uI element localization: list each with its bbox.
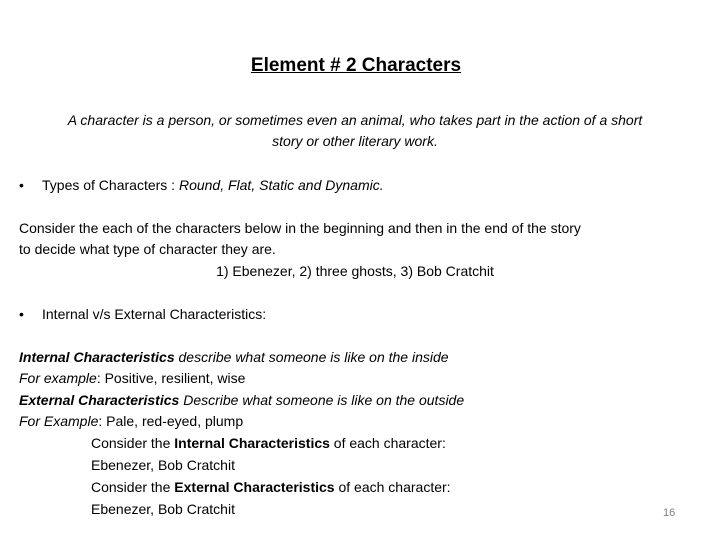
- task2-prefix: Consider the: [91, 479, 175, 495]
- slide-title: Element # 2 Characters: [250, 55, 462, 76]
- internal-example-value: : Positive, resilient, wise: [96, 370, 246, 386]
- task2-suffix: of each character:: [334, 479, 451, 495]
- internal-desc: describe what someone is like on the inside: [174, 349, 449, 365]
- internal-example: [19, 370, 245, 386]
- types-value: Round, Flat, Static and Dynamic.: [178, 177, 384, 193]
- task1-suffix: of each character:: [329, 435, 446, 451]
- internal-example-label: For example: [19, 370, 97, 386]
- task1-prefix: Consider the: [91, 435, 175, 451]
- types-label: Types of Characters :: [42, 177, 176, 193]
- bullet-marker-2: •: [19, 306, 24, 322]
- internal-task-characters: Ebenezer, Bob Cratchit: [91, 457, 235, 473]
- page-number: 16: [663, 507, 676, 519]
- external-task-characters: Ebenezer, Bob Cratchit: [91, 501, 235, 517]
- consider-line-1: Consider the each of the characters below in the beginning and then in the end of the story: [19, 220, 581, 236]
- external-definition: [19, 392, 464, 408]
- external-term: External Characteristics: [19, 392, 180, 408]
- external-example-value: : Pale, red-eyed, plump: [98, 413, 244, 429]
- internal-definition: [19, 349, 449, 365]
- characteristics-bullet: Internal v/s External Characteristics:: [42, 306, 267, 322]
- task1-term: Internal Characteristics: [174, 435, 330, 451]
- external-desc: Describe what someone is like on the outside: [179, 392, 465, 408]
- consider-line-2: to decide what type of character they are.: [19, 241, 276, 257]
- task2-term: External Characteristics: [174, 479, 335, 495]
- types-of-characters-bullet: [42, 177, 384, 193]
- character-list: 1) Ebenezer, 2) three ghosts, 3) Bob Cratchit: [216, 263, 494, 279]
- internal-task: [91, 435, 446, 451]
- definition-line-2: story or other literary work.: [272, 133, 438, 149]
- external-task: [91, 479, 451, 495]
- external-example-label: For Example: [19, 413, 99, 429]
- bullet-marker: •: [19, 177, 24, 193]
- internal-term: Internal Characteristics: [19, 349, 175, 365]
- external-example: [19, 413, 243, 429]
- definition-line-1: A character is a person, or sometimes even an animal, who takes part in the action of a short: [67, 112, 643, 128]
